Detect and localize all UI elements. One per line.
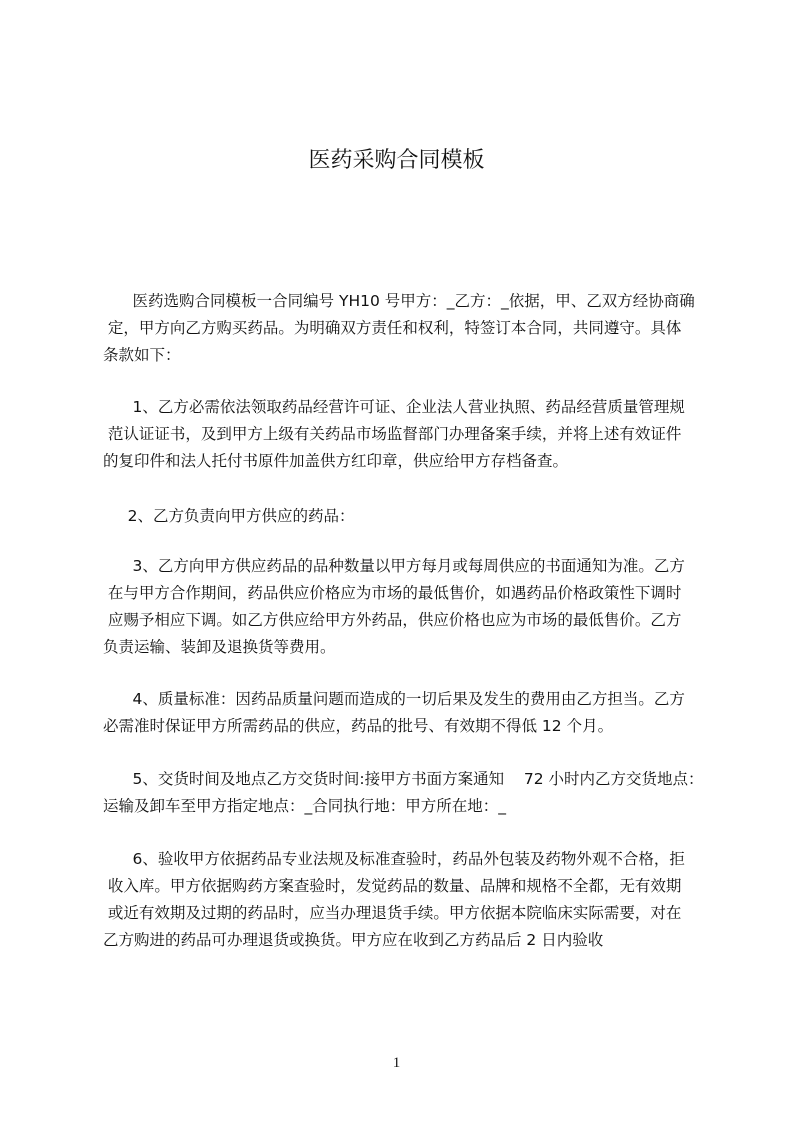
paragraph-line: 的复印件和法人托付书原件加盖供方红印章，供应给甲方存档备查。 xyxy=(103,452,569,470)
paragraph-line: 负责运输、装卸及退换货等费用。 xyxy=(103,638,336,656)
paragraph-line: 必需准时保证甲方所需药品的供应，药品的批号、有效期不得低 12 个月。 xyxy=(103,717,614,735)
paragraph-line: 1、乙方必需依法领取药品经营许可证、企业法人营业执照、药品经营质量管理规 xyxy=(103,398,685,416)
paragraph xyxy=(103,503,713,530)
paragraph-line: 应赐予相应下调。如乙方供应给甲方外药品，供应价格也应为市场的最低售价。乙方 xyxy=(103,611,682,629)
paragraph xyxy=(103,288,713,369)
paragraph-line: 乙方购进的药品可办理退货或换货。甲方应在收到乙方药品后 2 日内验收 xyxy=(103,931,604,949)
paragraph-line: 条款如下： xyxy=(103,346,181,364)
paragraph-line: 5、交货时间及地点乙方交货时间:接甲方书面方案通知 72 小时内乙方交货地点： xyxy=(103,770,704,788)
paragraph xyxy=(103,394,713,475)
paragraph xyxy=(103,766,713,820)
paragraph-line: 2、乙方负责向甲方供应的药品： xyxy=(103,507,355,525)
paragraph-line: 定，甲方向乙方购买药品。为明确双方责任和权利，特签订本合同，共同遵守。具体 xyxy=(103,319,682,337)
document-title: 医药采购合同模板 xyxy=(308,148,485,173)
paragraph xyxy=(103,686,713,740)
paragraph-line: 医药选购合同模板一合同编号 YH10 号甲方：_乙方：_依据，甲、乙双方经协商确 xyxy=(103,292,695,310)
paragraph-line: 4、质量标准：因药品质量问题而造成的一切后果及发生的费用由乙方担当。乙方 xyxy=(103,690,685,708)
paragraph-line: 在与甲方合作期间，药品供应价格应为市场的最低售价，如遇药品价格政策性下调时 xyxy=(103,584,682,602)
paragraph-line: 或近有效期及过期的药品时，应当办理退货手续。甲方依据本院临床实际需要，对在 xyxy=(103,904,682,922)
paragraph-line: 范认证证书，及到甲方上级有关药品市场监督部门办理备案手续，并将上述有效证件 xyxy=(103,425,682,443)
paragraph xyxy=(103,846,713,954)
paragraph xyxy=(103,553,713,661)
paragraph-line: 6、验收甲方依据药品专业法规及标准查验时，药品外包装及药物外观不合格，拒 xyxy=(103,850,685,868)
paragraph-line: 3、乙方向甲方供应药品的品种数量以甲方每月或每周供应的书面通知为准。乙方 xyxy=(103,557,685,575)
paragraph-line: 收入库。甲方依据购药方案查验时，发觉药品的数量、品牌和规格不全都，无有效期 xyxy=(103,877,682,895)
page-number: 1 xyxy=(392,1055,401,1071)
paragraph-line: 运输及卸车至甲方指定地点：_合同执行地：甲方所在地：_ xyxy=(103,797,507,815)
